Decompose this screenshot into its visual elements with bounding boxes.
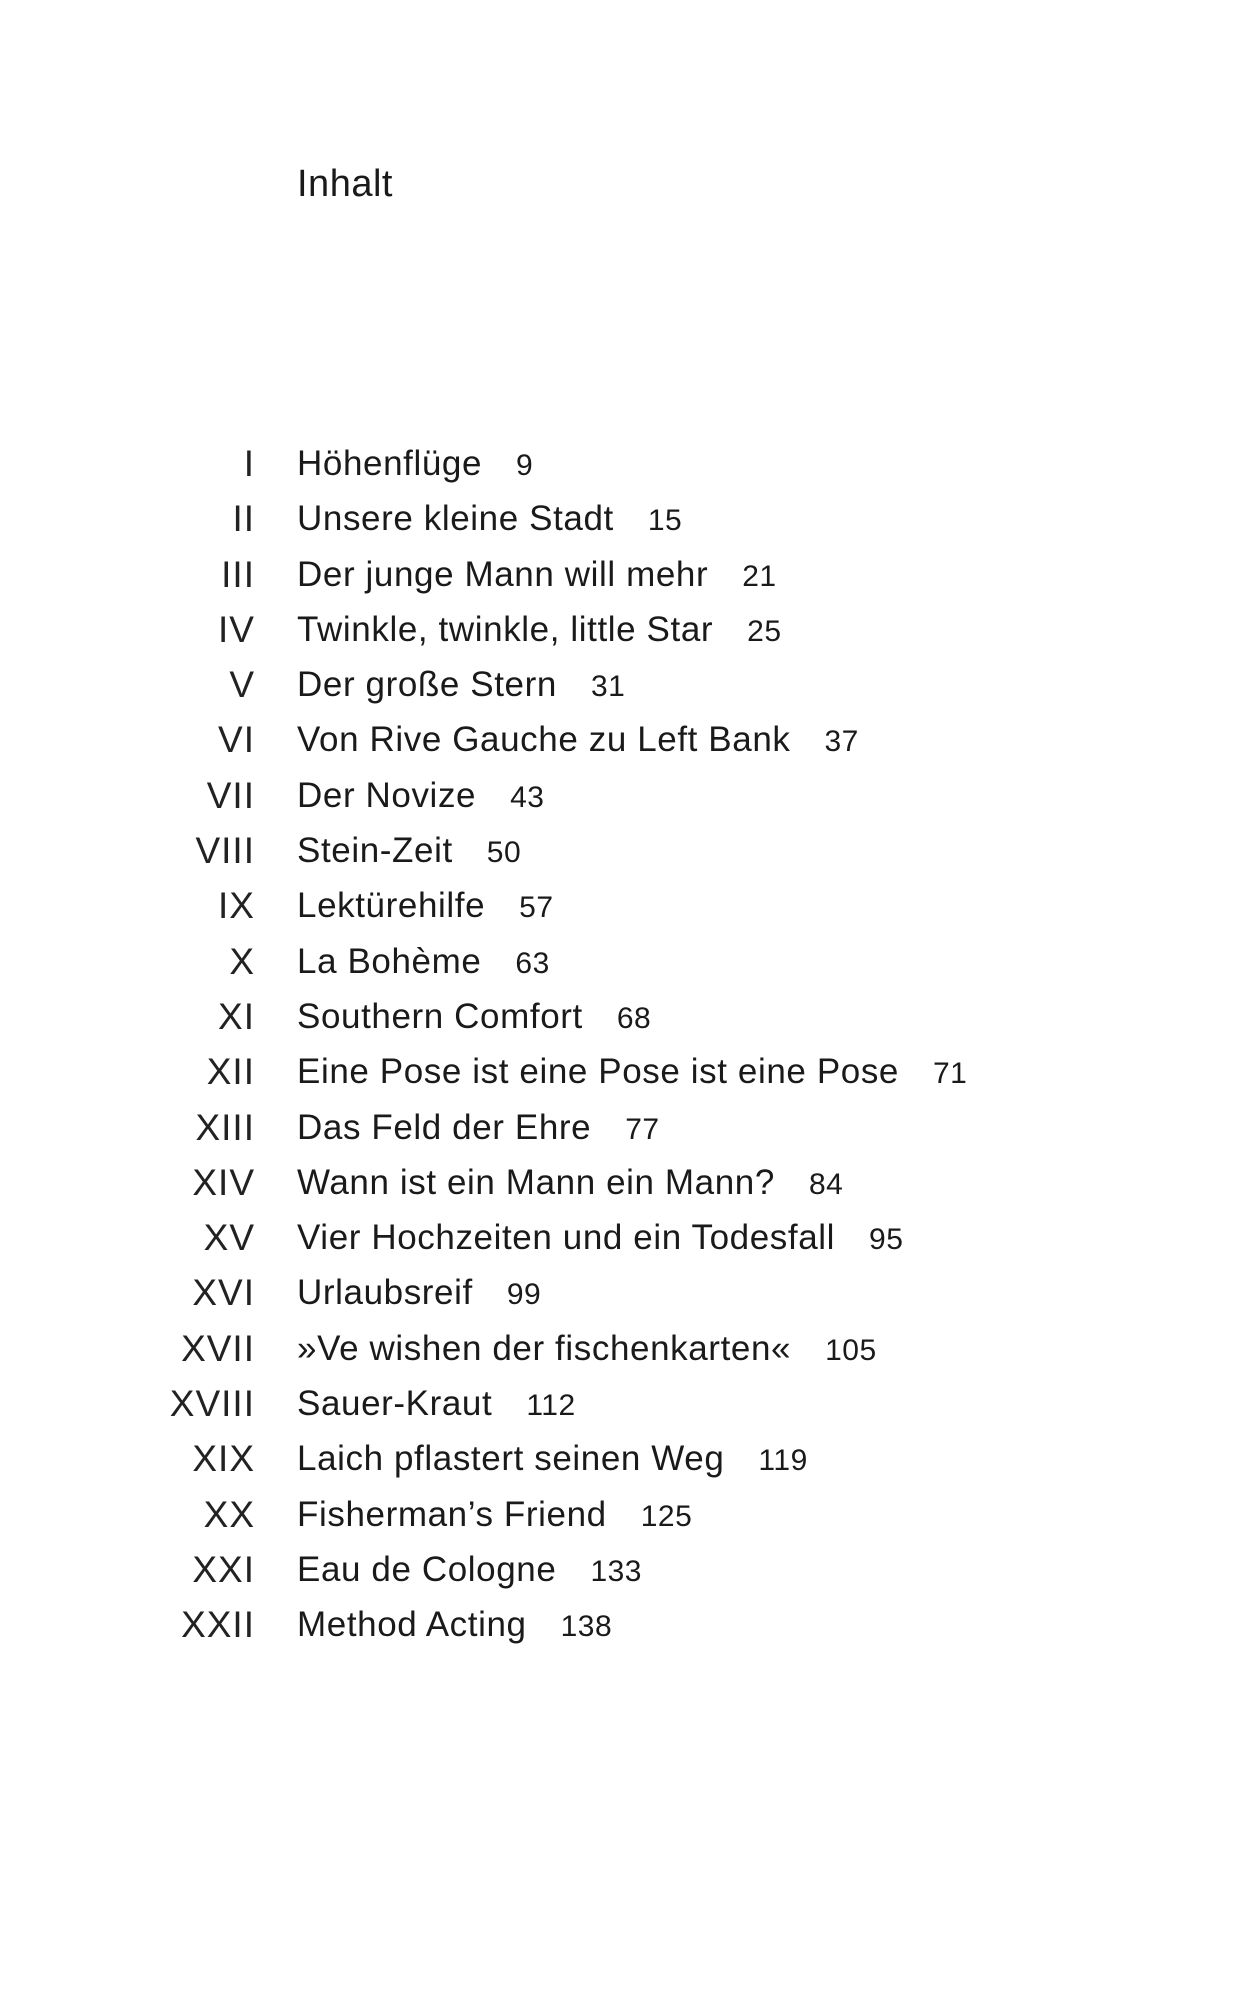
chapter-entry-text (297, 1597, 612, 1652)
chapter-numeral: III (221, 553, 255, 595)
chapter-entry-text (297, 491, 682, 546)
chapter-title: Urlaubsreif (297, 1273, 473, 1313)
chapter-page-number: 25 (747, 614, 782, 648)
chapter-title: Fisherman’s Friend (297, 1494, 607, 1534)
chapter-page-number: 9 (516, 449, 534, 482)
chapter-entry-text (297, 1265, 541, 1320)
chapter-page-number: 84 (808, 1167, 844, 1201)
chapter-numeral: XII (206, 1051, 255, 1093)
toc-entry[interactable] (0, 1431, 1253, 1486)
chapter-entry-text (297, 989, 651, 1044)
chapter-title: Von Rive Gauche zu Left Bank (297, 720, 791, 760)
toc-entry[interactable] (0, 768, 1253, 823)
toc-entry[interactable] (0, 823, 1253, 878)
chapter-title: Der junge Mann will mehr (297, 554, 709, 594)
toc-entry[interactable] (0, 934, 1253, 989)
chapter-page-number: 125 (640, 1499, 693, 1533)
chapter-title: Southern Comfort (297, 996, 583, 1036)
chapter-page-number: 77 (625, 1112, 660, 1146)
chapter-entry-text (297, 1210, 903, 1265)
chapter-entry-text (297, 547, 777, 602)
chapter-title: Der Novize (297, 775, 477, 815)
chapter-entry-text (297, 1321, 877, 1376)
chapter-title: Method Acting (297, 1605, 527, 1645)
chapter-numeral: XVIII (169, 1383, 255, 1425)
chapter-title: Wann ist ein Mann ein Mann? (297, 1162, 775, 1202)
chapter-entry-text (297, 1100, 660, 1155)
chapter-numeral: XX (203, 1493, 255, 1535)
toc-entry[interactable] (0, 602, 1253, 657)
chapter-numeral: XIII (195, 1106, 255, 1148)
chapter-title: Höhenflüge (297, 444, 483, 483)
chapter-numeral: XV (203, 1217, 255, 1259)
chapter-numeral: XVI (192, 1272, 255, 1314)
toc-entry[interactable] (0, 657, 1253, 712)
chapter-page-number: 105 (825, 1333, 877, 1367)
chapter-page-number: 57 (519, 891, 554, 925)
toc-entry[interactable] (0, 1321, 1253, 1376)
chapter-entry-text (297, 712, 859, 767)
chapter-entry-text (297, 1487, 692, 1542)
chapter-title: Laich pflastert seinen Weg (297, 1439, 725, 1479)
toc-entry[interactable] (0, 1597, 1253, 1652)
toc-entry[interactable] (0, 436, 1253, 491)
chapter-page-number: 119 (758, 1444, 808, 1478)
toc-entry[interactable] (0, 989, 1253, 1044)
chapter-title: Das Feld der Ehre (297, 1107, 592, 1147)
chapter-entry-text (297, 602, 782, 657)
chapter-entry-text (297, 1155, 843, 1210)
chapter-page-number: 31 (590, 670, 626, 704)
chapter-numeral: X (229, 940, 255, 982)
toc-entry[interactable] (0, 1376, 1253, 1431)
toc-entry[interactable] (0, 1100, 1253, 1155)
chapter-page-number: 99 (506, 1278, 542, 1312)
chapter-page-number: 112 (526, 1389, 576, 1423)
chapter-numeral: V (229, 664, 255, 706)
chapter-page-number: 15 (647, 504, 683, 538)
chapter-entry-text (297, 1431, 808, 1486)
chapter-page-number: 37 (824, 725, 859, 759)
chapter-title: La Bohème (297, 941, 482, 981)
toc-entry[interactable] (0, 1210, 1253, 1265)
chapter-numeral: XVII (181, 1327, 255, 1369)
chapter-page-number: 138 (560, 1610, 613, 1644)
chapter-page-number: 68 (616, 1001, 652, 1035)
chapter-numeral: IX (218, 885, 255, 927)
chapter-page-number: 43 (510, 780, 545, 814)
chapter-numeral: XI (218, 995, 255, 1037)
table-of-contents (0, 436, 1253, 1653)
toc-entry[interactable] (0, 1487, 1253, 1542)
chapter-title: Der große Stern (297, 665, 557, 705)
chapter-title: »Ve wishen der fischenkarten« (297, 1328, 792, 1368)
chapter-page-number: 95 (869, 1223, 904, 1257)
toc-entry[interactable] (0, 1155, 1253, 1210)
chapter-entry-text (297, 1044, 967, 1099)
chapter-title: Lektürehilfe (297, 886, 486, 926)
chapter-numeral: XIV (192, 1161, 255, 1203)
toc-entry[interactable] (0, 712, 1253, 767)
chapter-entry-text (297, 657, 625, 712)
page-title: Inhalt (297, 163, 393, 205)
chapter-entry-text (297, 768, 544, 823)
chapter-title: Twinkle, twinkle, little Star (297, 609, 714, 649)
chapter-entry-text (297, 436, 533, 491)
chapter-page-number: 133 (590, 1554, 642, 1588)
toc-entry[interactable] (0, 1044, 1253, 1099)
chapter-page-number: 63 (515, 946, 550, 980)
chapter-numeral: VI (218, 719, 255, 761)
chapter-title: Sauer-Kraut (297, 1384, 493, 1424)
chapter-numeral: XXII (181, 1604, 255, 1646)
chapter-page-number: 71 (933, 1057, 968, 1091)
chapter-entry-text (297, 934, 550, 989)
chapter-numeral: VII (206, 774, 255, 816)
chapter-numeral: II (232, 498, 255, 540)
chapter-entry-text (297, 823, 521, 878)
chapter-numeral: XIX (192, 1438, 255, 1480)
toc-entry[interactable] (0, 491, 1253, 546)
chapter-title: Vier Hochzeiten und ein Todesfall (297, 1218, 836, 1258)
chapter-numeral: XXI (192, 1548, 255, 1590)
chapter-page-number: 50 (486, 836, 522, 870)
chapter-title: Eau de Cologne (297, 1549, 557, 1589)
chapter-entry-text (297, 1542, 642, 1597)
chapter-numeral: VIII (195, 830, 255, 872)
toc-entry[interactable] (0, 878, 1253, 933)
chapter-title: Unsere kleine Stadt (297, 499, 614, 539)
toc-entry[interactable] (0, 547, 1253, 602)
chapter-entry-text (297, 1376, 576, 1431)
chapter-numeral: I (243, 443, 255, 484)
chapter-title: Stein-Zeit (297, 831, 453, 871)
chapter-page-number: 21 (742, 559, 777, 593)
chapter-entry-text (297, 878, 554, 933)
chapter-numeral: IV (218, 608, 255, 650)
toc-entry[interactable] (0, 1265, 1253, 1320)
toc-entry[interactable] (0, 1542, 1253, 1597)
chapter-title: Eine Pose ist eine Pose ist eine Pose (297, 1052, 899, 1092)
